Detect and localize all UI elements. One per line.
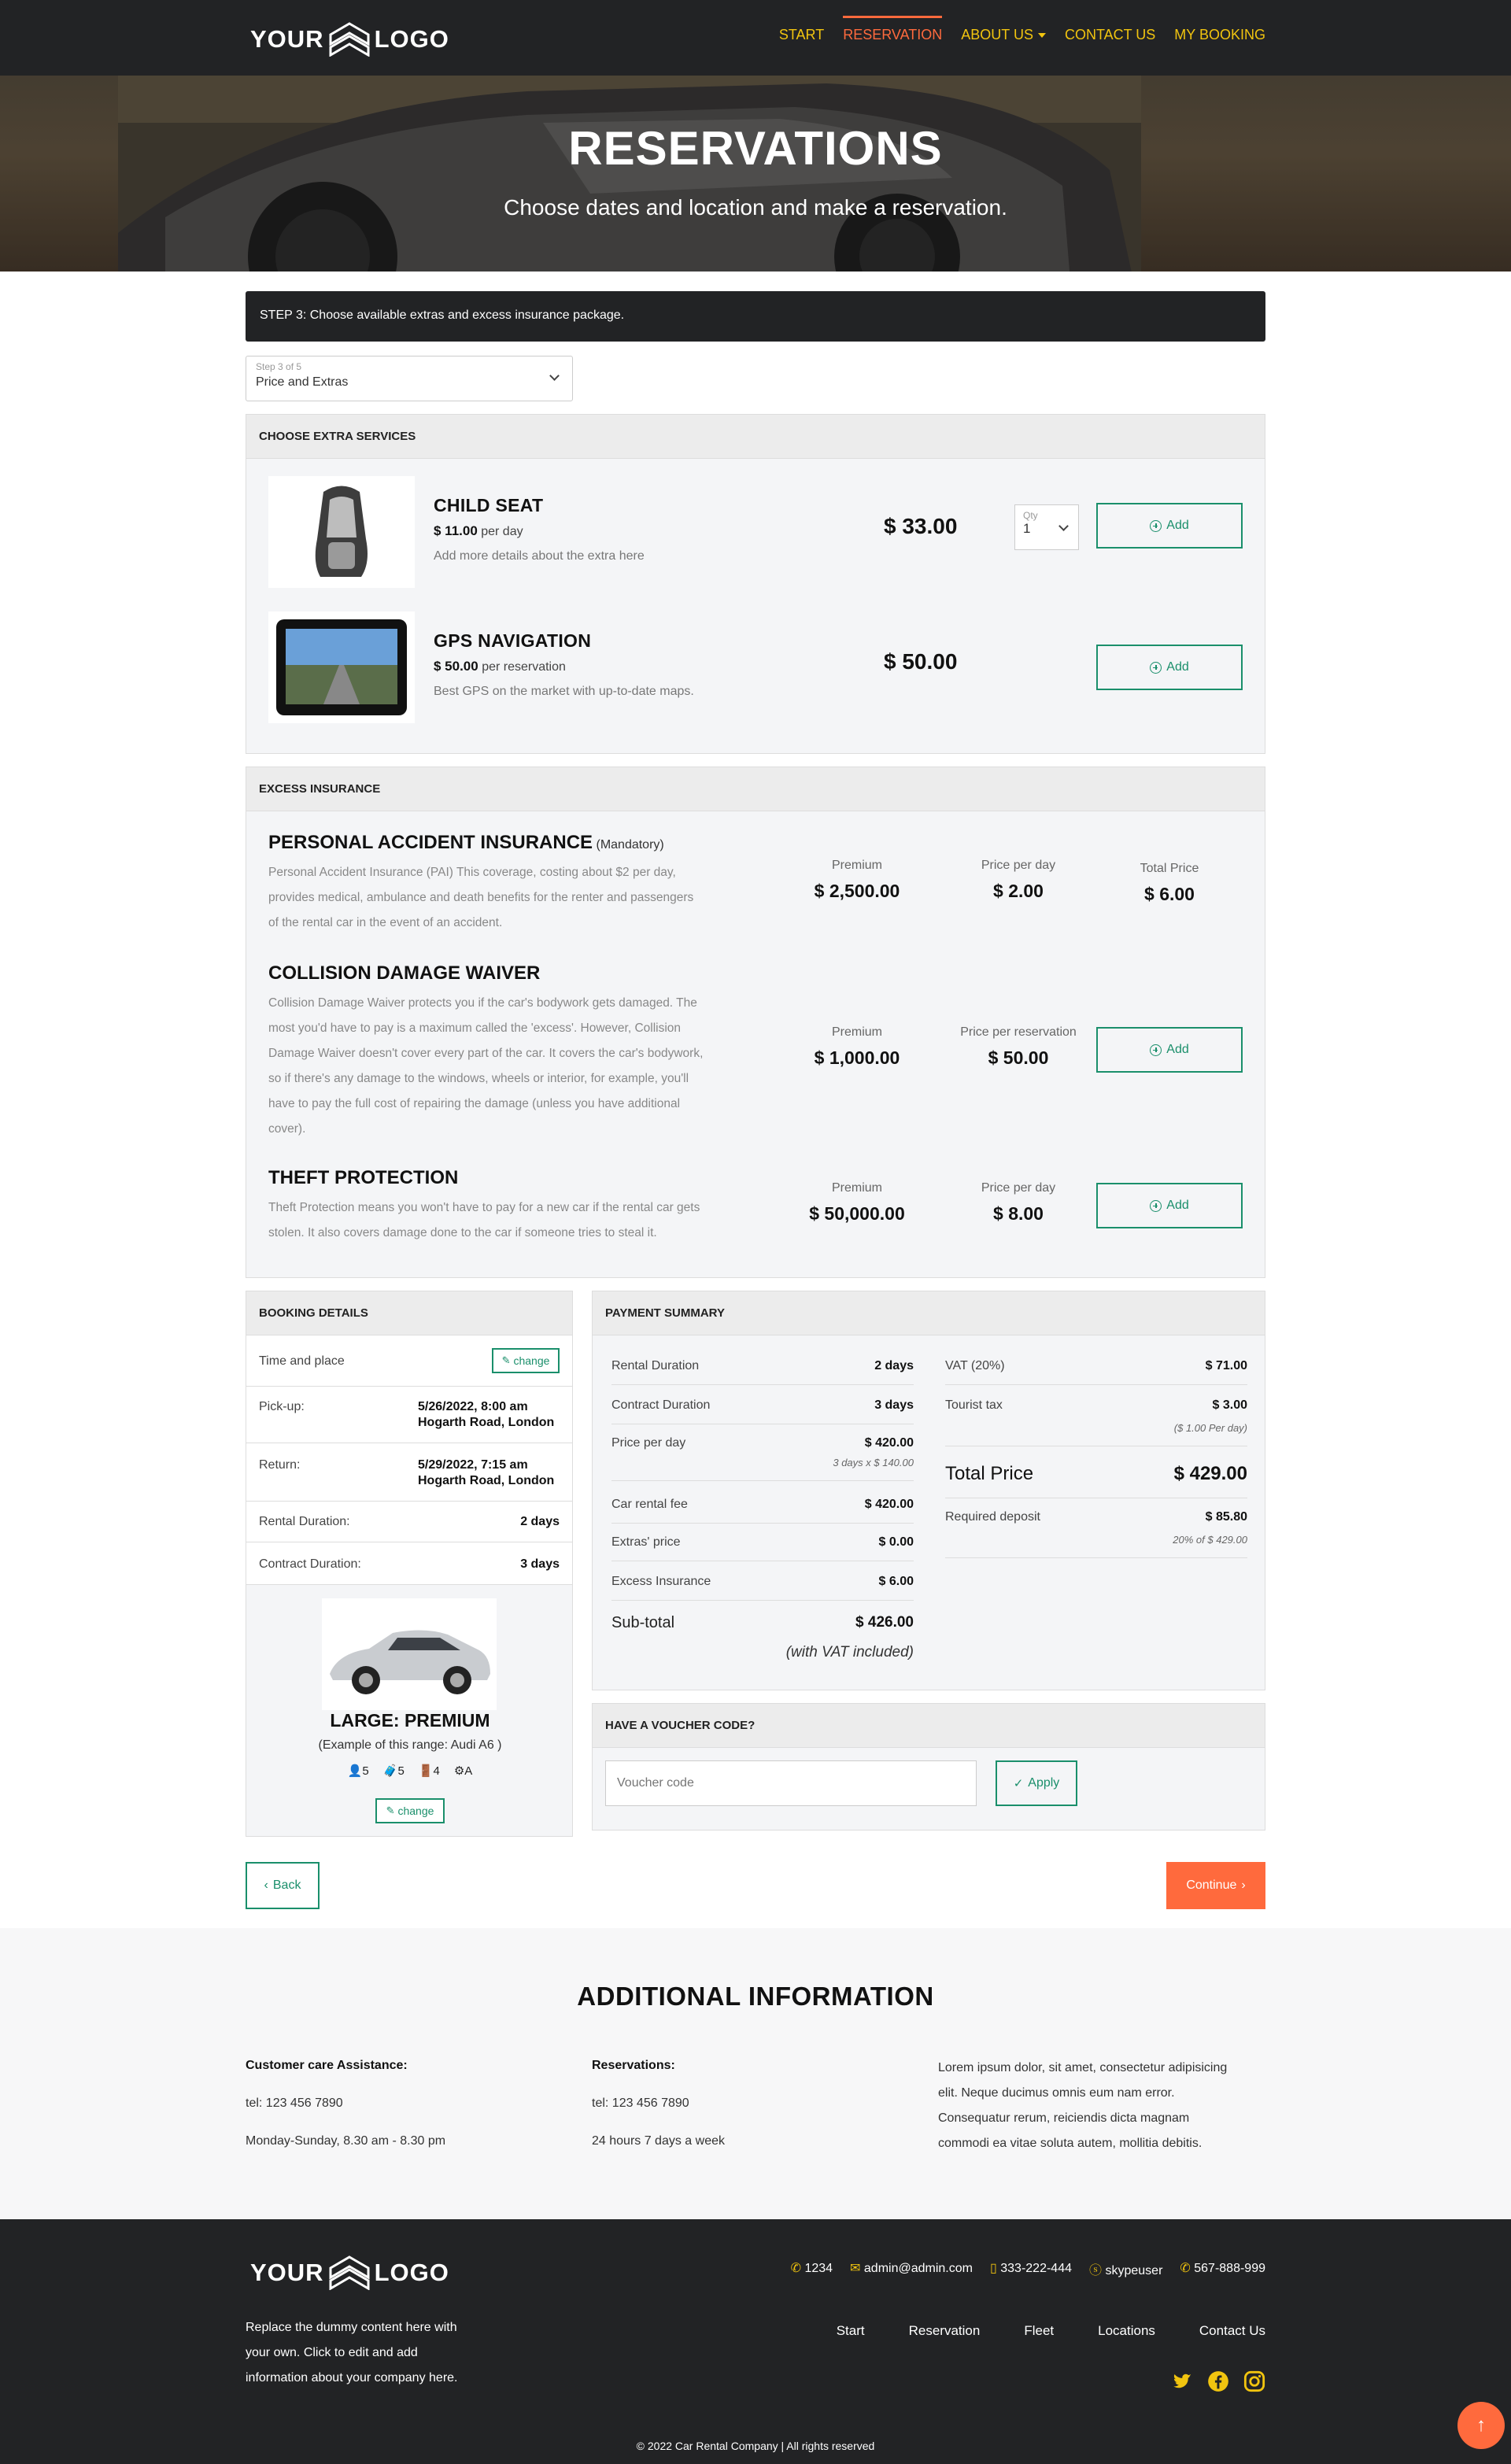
contact-text: admin@admin.com bbox=[863, 2262, 973, 2275]
change-label: change bbox=[513, 1354, 550, 1367]
about-line: your own. Click to edit and add bbox=[246, 2346, 418, 2359]
add-button-label: Add bbox=[1166, 1043, 1189, 1056]
desc-line: Collision Damage Waiver protects you if the car's bodywork gets damaged. The bbox=[268, 996, 697, 1010]
nav-booking-label: MY BOOKING bbox=[1174, 27, 1265, 42]
contact-text: 1234 bbox=[804, 2262, 833, 2275]
additional-info-section bbox=[0, 1928, 1511, 2219]
nav-about-label: ABOUT US bbox=[961, 27, 1033, 42]
ps-tourist-tax-value: $ 3.00 bbox=[1212, 1398, 1247, 1412]
feature-luggage bbox=[383, 1764, 405, 1778]
contact-text: 333-222-444 bbox=[1000, 2262, 1072, 2275]
desc-line: Damage Waiver doesn't cover every part of the car. It covers the car's bodywork, bbox=[268, 1047, 704, 1060]
insurance-title: PERSONAL ACCIDENT INSURANCE bbox=[268, 832, 593, 853]
extra-price-value: $ 11.00 bbox=[434, 523, 478, 538]
pai-premium-label: Premium bbox=[831, 859, 882, 872]
ps-car-fee-label: Car rental fee bbox=[611, 1498, 688, 1511]
footer-link-fleet[interactable]: Fleet bbox=[1024, 2323, 1055, 2338]
feature-value: 5 bbox=[397, 1764, 405, 1778]
mail-icon: ✉ bbox=[850, 2262, 861, 2275]
pickup-label: Pick-up: bbox=[259, 1400, 305, 1413]
add-child-seat-button[interactable] bbox=[1096, 503, 1243, 549]
step-select-caption: Step 3 of 5 bbox=[256, 361, 302, 372]
cdw-premium-value: $ 1,000.00 bbox=[814, 1047, 900, 1068]
nav-start[interactable] bbox=[779, 27, 824, 43]
logo-mark-icon bbox=[329, 2255, 370, 2290]
add-button-label: Add bbox=[1166, 1199, 1189, 1212]
extras-heading: CHOOSE EXTRA SERVICES bbox=[246, 415, 1265, 459]
extra-total-gps: $ 50.00 bbox=[884, 649, 958, 674]
instagram-icon[interactable] bbox=[1243, 2370, 1265, 2392]
change-car-button[interactable] bbox=[375, 1798, 445, 1823]
add-gps-button[interactable] bbox=[1096, 645, 1243, 690]
insurance-heading: EXCESS INSURANCE bbox=[246, 767, 1265, 811]
desc-line: Personal Accident Insurance (PAI) This coverage, costing about $2 per day, bbox=[268, 866, 676, 879]
footer-about bbox=[246, 2315, 513, 2391]
extra-title-child-seat: CHILD SEAT bbox=[434, 495, 544, 515]
total-price-label: Total Price bbox=[945, 1463, 1034, 1484]
extra-desc-gps: Best GPS on the market with up-to-date maps. bbox=[434, 685, 694, 698]
logo-text-left: YOUR bbox=[250, 2259, 324, 2286]
ps-subtotal-value: $ 426.00 bbox=[855, 1614, 914, 1631]
nav-reservation-label: RESERVATION bbox=[843, 27, 943, 42]
rental-duration-label: Rental Duration: bbox=[259, 1515, 350, 1528]
ps-rental-value: 2 days bbox=[874, 1359, 914, 1372]
ps-subtotal-label: Sub-total bbox=[611, 1614, 675, 1631]
gearbox-icon: ⚙ bbox=[453, 1764, 465, 1778]
skype-icon: ⓢ bbox=[1089, 2264, 1103, 2277]
nav-reservation[interactable] bbox=[843, 27, 942, 43]
footer-links bbox=[837, 2323, 1265, 2339]
qty-label: Qty bbox=[1023, 510, 1038, 521]
footer-logo[interactable] bbox=[250, 2255, 449, 2290]
care-title: Customer care Assistance: bbox=[246, 2059, 408, 2072]
contact-phone[interactable] bbox=[791, 2260, 833, 2278]
ps-vat-note: (with VAT included) bbox=[785, 1644, 914, 1661]
info-title: ADDITIONAL INFORMATION bbox=[577, 1982, 934, 2011]
feature-doors bbox=[419, 1764, 440, 1778]
cdw-premium-label: Premium bbox=[831, 1025, 882, 1039]
ps-insurance-label: Excess Insurance bbox=[611, 1575, 711, 1588]
pai-total-label: Total Price bbox=[1140, 862, 1199, 875]
desc-line: provides medical, ambulance and death benefits for the renter and passengers bbox=[268, 891, 694, 904]
back-label: Back bbox=[272, 1878, 301, 1892]
voucher-panel bbox=[592, 1703, 1265, 1830]
footer-link-start[interactable]: Start bbox=[836, 2323, 865, 2338]
whatsapp-icon: ✆ bbox=[1180, 2262, 1191, 2275]
car-class: LARGE: PREMIUM bbox=[330, 1710, 490, 1731]
about-line: information about your company here. bbox=[246, 2371, 458, 2385]
ps-price-day-note: 3 days x $ 140.00 bbox=[833, 1457, 914, 1468]
extra-total-child-seat: $ 33.00 bbox=[884, 514, 958, 538]
footer-link-reservation[interactable]: Reservation bbox=[908, 2323, 981, 2338]
deposit-note: 20% of $ 429.00 bbox=[1173, 1534, 1247, 1546]
plus-circle-icon bbox=[1150, 1044, 1162, 1056]
insurance-cdw-desc bbox=[268, 991, 764, 1142]
return-label: Return: bbox=[259, 1458, 301, 1472]
main-nav bbox=[779, 27, 1265, 43]
insurance-pai-desc bbox=[268, 860, 764, 936]
pickup-place: Hogarth Road, London bbox=[418, 1416, 555, 1429]
divider bbox=[945, 1384, 1247, 1385]
divider bbox=[611, 1523, 914, 1524]
lorem-line: Lorem ipsum dolor, sit amet, consectetur adipisicing bbox=[938, 2061, 1228, 2074]
extra-price-unit: per reservation bbox=[482, 660, 566, 674]
qty-value: 1 bbox=[1023, 521, 1031, 536]
lorem-line: Consequatur rerum, reiciendis dicta magnam bbox=[938, 2111, 1190, 2125]
ps-car-fee-value: $ 420.00 bbox=[864, 1498, 914, 1511]
ps-contract-value: 3 days bbox=[874, 1398, 914, 1412]
caret-down-icon bbox=[1038, 33, 1046, 38]
nav-start-label: START bbox=[778, 27, 825, 42]
ps-extras-label: Extras' price bbox=[611, 1535, 681, 1549]
hero-subtitle: Choose dates and location and make a reservation. bbox=[504, 195, 1007, 220]
contact-skype[interactable] bbox=[1089, 2260, 1162, 2278]
chevron-right-icon: › bbox=[1241, 1878, 1246, 1892]
continue-label: Continue bbox=[1186, 1878, 1237, 1892]
gps-image bbox=[268, 611, 415, 723]
pai-per-day-label: Price per day bbox=[981, 859, 1056, 872]
extra-price-unit: per day bbox=[481, 525, 523, 538]
cdw-per-res-value: $ 50.00 bbox=[988, 1047, 1049, 1068]
ps-price-day-label: Price per day bbox=[611, 1436, 686, 1450]
mandatory-tag: (Mandatory) bbox=[596, 838, 664, 852]
site-header bbox=[0, 0, 1511, 76]
return-date: 5/29/2022, 7:15 am bbox=[418, 1458, 528, 1472]
pencil-icon: ✎ bbox=[501, 1354, 511, 1366]
divider bbox=[611, 1480, 914, 1481]
site-footer bbox=[0, 2219, 1511, 2464]
reservations-hours: 24 hours 7 days a week bbox=[592, 2134, 725, 2148]
reservations-title: Reservations: bbox=[592, 2059, 675, 2072]
contract-duration-value: 3 days bbox=[520, 1557, 560, 1571]
feature-value: 5 bbox=[362, 1764, 369, 1778]
pickup-date: 5/26/2022, 8:00 am bbox=[418, 1400, 528, 1413]
hero-banner bbox=[0, 76, 1511, 272]
voucher-heading: HAVE A VOUCHER CODE? bbox=[593, 1704, 1265, 1748]
luggage-icon: 🧳 bbox=[382, 1764, 398, 1778]
check-circle-icon: ✓ bbox=[1013, 1777, 1024, 1790]
booking-heading: BOOKING DETAILS bbox=[246, 1291, 572, 1335]
add-cdw-button[interactable] bbox=[1096, 1027, 1243, 1073]
contact-text: skypeuser bbox=[1105, 2264, 1163, 2277]
logo-text-left: YOUR bbox=[250, 25, 324, 53]
step-select-value: Price and Extras bbox=[256, 375, 349, 389]
person-icon: 👤 bbox=[347, 1764, 363, 1778]
ps-extras-value: $ 0.00 bbox=[878, 1535, 914, 1549]
extra-desc-child-seat: Add more details about the extra here bbox=[434, 549, 645, 563]
rental-duration-value: 2 days bbox=[520, 1515, 560, 1528]
ps-vat-label: VAT (20%) bbox=[945, 1359, 1005, 1372]
qty-select[interactable] bbox=[1014, 504, 1079, 550]
reservations-tel: tel: 123 456 7890 bbox=[592, 2096, 689, 2110]
step-select[interactable] bbox=[246, 356, 573, 401]
car-example: (Example of this range: Audi A6 ) bbox=[318, 1738, 502, 1752]
extras-panel bbox=[246, 414, 1265, 754]
twitter-icon[interactable] bbox=[1171, 2370, 1193, 2392]
plus-circle-icon bbox=[1150, 520, 1162, 532]
insurance-theft-desc bbox=[268, 1195, 764, 1246]
logo-mark-icon bbox=[329, 22, 370, 57]
feature-value: 4 bbox=[433, 1764, 440, 1778]
footer-link-locations[interactable]: Locations bbox=[1098, 2323, 1155, 2338]
care-tel: tel: 123 456 7890 bbox=[246, 2096, 343, 2110]
care-hours: Monday-Sunday, 8.30 am - 8.30 pm bbox=[246, 2134, 446, 2148]
logo-text-right: LOGO bbox=[374, 2259, 449, 2286]
add-theft-button[interactable] bbox=[1096, 1183, 1243, 1228]
contact-mobile[interactable] bbox=[990, 2260, 1072, 2278]
desc-line: so if there's any damage to the windows, wheels or interior, for example, you'll bbox=[268, 1072, 689, 1085]
plus-circle-icon bbox=[1150, 1200, 1162, 1212]
theft-premium-value: $ 50,000.00 bbox=[809, 1203, 905, 1224]
desc-line: of the rental car in the event of an accident. bbox=[268, 916, 503, 929]
ps-insurance-value: $ 6.00 bbox=[878, 1575, 914, 1588]
desc-line: cover). bbox=[268, 1122, 306, 1136]
extra-price-gps bbox=[434, 659, 566, 674]
divider bbox=[611, 1384, 914, 1385]
divider bbox=[246, 1501, 572, 1502]
ps-rental-label: Rental Duration bbox=[611, 1359, 700, 1372]
divider bbox=[945, 1557, 1247, 1558]
car-features bbox=[246, 1764, 574, 1778]
pai-per-day-value: $ 2.00 bbox=[993, 881, 1044, 901]
info-lorem bbox=[938, 2056, 1269, 2156]
child-seat-image bbox=[268, 476, 415, 588]
ps-tourist-tax-note: ($ 1.00 Per day) bbox=[1173, 1422, 1247, 1434]
logo-text-right: LOGO bbox=[374, 25, 449, 53]
facebook-icon[interactable] bbox=[1207, 2370, 1229, 2392]
add-button-label: Add bbox=[1166, 519, 1189, 532]
arrow-up-icon: ↑ bbox=[1476, 2414, 1486, 2436]
back-to-top-button[interactable] bbox=[1457, 2402, 1505, 2449]
theft-per-day-value: $ 8.00 bbox=[993, 1203, 1044, 1224]
pai-total-value: $ 6.00 bbox=[1144, 884, 1195, 904]
lorem-line: commodi ea vitae soluta autem, mollitia debitis. bbox=[938, 2137, 1203, 2150]
return-place: Hogarth Road, London bbox=[418, 1474, 555, 1487]
chevron-left-icon: ‹ bbox=[264, 1878, 268, 1892]
nav-about-us[interactable] bbox=[961, 27, 1046, 43]
footer-contacts bbox=[791, 2260, 1265, 2278]
voucher-input[interactable] bbox=[605, 1760, 977, 1806]
car-image bbox=[322, 1598, 497, 1710]
divider bbox=[246, 1386, 572, 1387]
desc-line: Theft Protection means you won't have to pay for a new car if the rental car gets bbox=[268, 1201, 700, 1214]
cdw-per-res-label: Price per reservation bbox=[960, 1025, 1077, 1039]
step-bar: STEP 3: Choose available extras and excess insurance package. bbox=[246, 291, 1265, 342]
nav-my-booking[interactable] bbox=[1174, 27, 1265, 43]
deposit-label: Required deposit bbox=[945, 1510, 1040, 1524]
insurance-panel bbox=[246, 767, 1265, 1278]
feature-seats bbox=[348, 1764, 369, 1778]
pai-premium-value: $ 2,500.00 bbox=[814, 881, 900, 901]
about-line: Replace the dummy content here with bbox=[246, 2321, 457, 2334]
time-place-label: Time and place bbox=[259, 1354, 345, 1368]
mobile-icon: ▯ bbox=[989, 2262, 997, 2275]
add-button-label: Add bbox=[1166, 660, 1189, 674]
hero-title: RESERVATIONS bbox=[568, 122, 943, 175]
change-label: change bbox=[397, 1805, 434, 1817]
ps-price-day-value: $ 420.00 bbox=[864, 1436, 914, 1450]
payment-heading: PAYMENT SUMMARY bbox=[593, 1291, 1265, 1335]
apply-label: Apply bbox=[1028, 1776, 1060, 1790]
contact-text: 567-888-999 bbox=[1194, 2262, 1265, 2275]
change-time-place-button[interactable] bbox=[492, 1348, 560, 1373]
ps-vat-value: $ 71.00 bbox=[1205, 1359, 1247, 1372]
continue-button[interactable] bbox=[1166, 1862, 1265, 1909]
booking-details-panel bbox=[246, 1291, 573, 1837]
ps-tourist-tax-label: Tourist tax bbox=[945, 1398, 1003, 1412]
desc-line: most you'd have to pay is a maximum called the 'excess'. However, Collision bbox=[268, 1021, 682, 1035]
lorem-line: elit. Neque ducimus omnis eum nam error. bbox=[938, 2086, 1175, 2100]
contract-duration-label: Contract Duration: bbox=[259, 1557, 361, 1571]
contact-mail[interactable] bbox=[850, 2260, 973, 2278]
logo[interactable] bbox=[250, 22, 449, 57]
apply-voucher-button[interactable] bbox=[996, 1760, 1077, 1806]
footer-link-contact[interactable]: Contact Us bbox=[1199, 2323, 1265, 2338]
theft-premium-label: Premium bbox=[831, 1181, 882, 1195]
total-price-value: $ 429.00 bbox=[1173, 1463, 1247, 1484]
insurance-pai-title bbox=[268, 832, 664, 854]
phone-icon: ✆ bbox=[790, 2262, 801, 2275]
back-button[interactable] bbox=[246, 1862, 320, 1909]
extra-price-child-seat bbox=[434, 523, 523, 539]
payment-summary-panel bbox=[592, 1291, 1265, 1690]
door-icon: 🚪 bbox=[418, 1764, 434, 1778]
insurance-theft-title: THEFT PROTECTION bbox=[268, 1167, 459, 1188]
ps-contract-label: Contract Duration bbox=[611, 1398, 711, 1412]
nav-contact-label: CONTACT US bbox=[1064, 27, 1156, 42]
desc-line: have to pay the full cost of repairing the damage (unless you have additional bbox=[268, 1097, 681, 1110]
insurance-cdw-title: COLLISION DAMAGE WAIVER bbox=[268, 962, 541, 984]
extra-price-value: $ 50.00 bbox=[434, 659, 478, 674]
pencil-icon: ✎ bbox=[386, 1805, 395, 1816]
nav-contact-us[interactable] bbox=[1065, 27, 1155, 43]
feature-gearbox bbox=[454, 1764, 472, 1778]
plus-circle-icon bbox=[1150, 662, 1162, 674]
theft-per-day-label: Price per day bbox=[981, 1181, 1056, 1195]
feature-value: A bbox=[464, 1764, 473, 1778]
deposit-value: $ 85.80 bbox=[1205, 1510, 1247, 1524]
copyright: © 2022 Car Rental Company | All rights reserved bbox=[636, 2440, 875, 2452]
extra-title-gps: GPS NAVIGATION bbox=[434, 630, 592, 651]
desc-line: stolen. It also covers damage done to the car if someone tries to steal it. bbox=[268, 1226, 657, 1239]
contact-whatsapp[interactable] bbox=[1180, 2260, 1265, 2278]
divider bbox=[611, 1600, 914, 1601]
social-links bbox=[1171, 2370, 1265, 2392]
